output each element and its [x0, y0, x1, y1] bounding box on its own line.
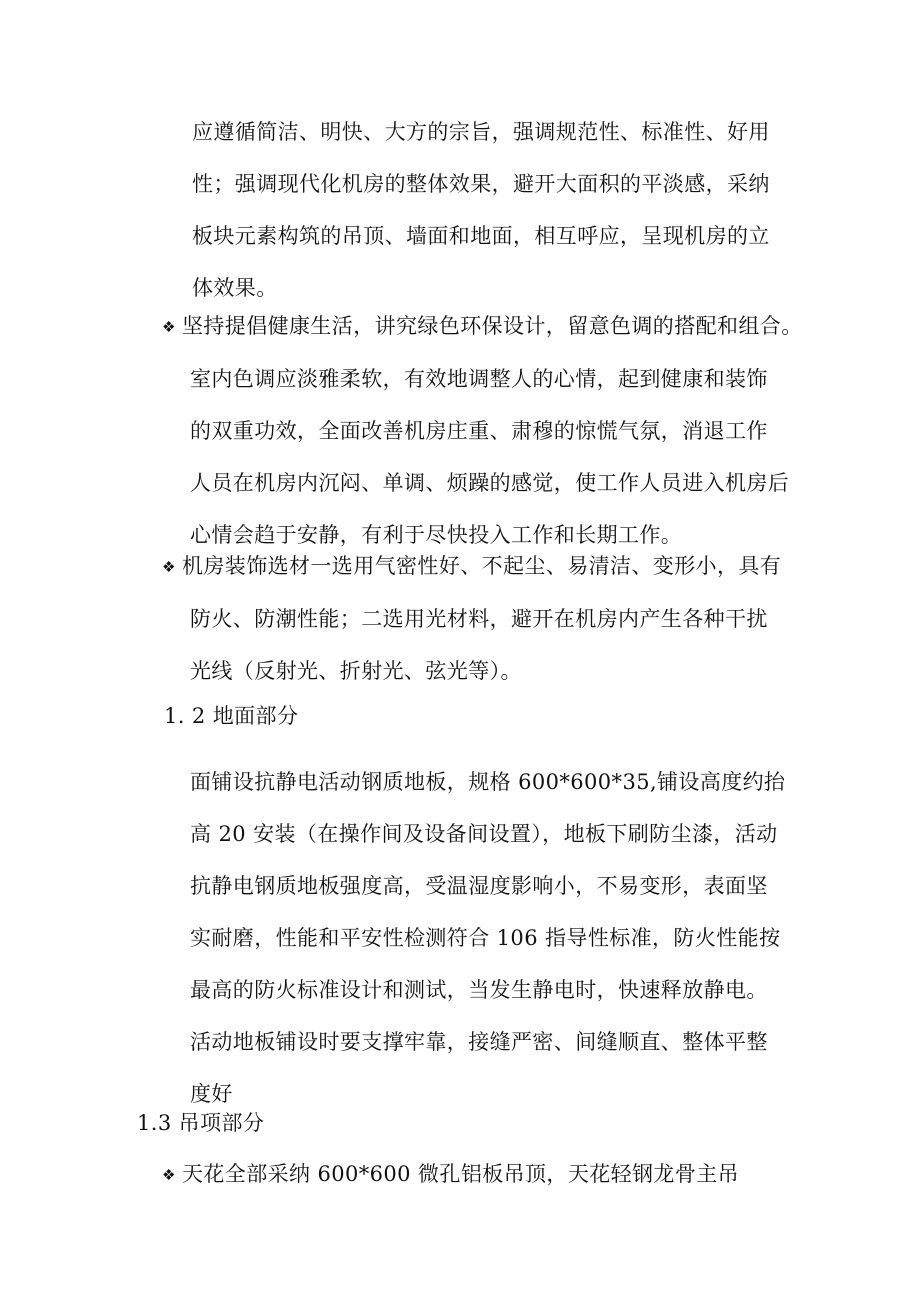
text-line: 抗静电钢质地板强度高，受温湿度影响小，不易变形，表面坚: [190, 874, 768, 898]
text-line: 最高的防火标准设计和测试，当发生静电时，快速释放静电。: [190, 978, 768, 1002]
text-line: 应遵循简洁、明快、大方的宗旨，强调规范性、标准性、好用: [192, 120, 770, 144]
text-line: 人员在机房内沉闷、单调、烦躁的感觉，使工作人员进入机房后: [190, 471, 790, 495]
text-line: 机房装饰选材一选用气密性好、不起尘、易清洁、变形小，具有: [182, 554, 782, 578]
paragraph-design-principles: [192, 106, 792, 314]
section-heading-ceiling: 1.3 吊项部分: [137, 1111, 265, 1135]
text-line: 度好: [190, 1082, 233, 1106]
bullet-item-healthy-living: [162, 300, 803, 561]
text-line: 板块元素构筑的吊顶、墙面和地面，相互呼应，呈现机房的立: [192, 224, 770, 248]
text-line: 室内色调应淡雅柔软，有效地调整人的心情，起到健康和装饰: [190, 367, 768, 391]
paragraph-floor-details: [190, 756, 800, 1120]
text-line: 心情会趋于安静，有利于尽快投入工作和长期工作。: [190, 523, 683, 547]
text-line: 天花全部采纳 600*600 微孔铝板吊顶，天花轻钢龙骨主吊: [182, 1162, 740, 1186]
diamond-bullet-icon: ❖: [162, 318, 176, 336]
text-line: 实耐磨，性能和平安性检测符合 106 指导性标准，防火性能按: [190, 926, 781, 950]
text-line: 面铺设抗静电活动钢质地板，规格 600*600*35,铺设高度约抬: [190, 770, 786, 794]
text-line: 高 20 安装（在操作间及设备间设置），地板下刷防尘漆，活动: [190, 822, 778, 846]
diamond-bullet-icon: ❖: [162, 558, 176, 576]
text-line: 的双重功效，全面改善机房庄重、肃穆的惊慌气氛，消退工作: [190, 419, 768, 443]
diamond-bullet-icon: ❖: [162, 1166, 176, 1184]
text-line: 体效果。: [192, 276, 278, 300]
text-line: 坚持提倡健康生活，讲究绿色环保设计，留意色调的搭配和组合。: [182, 314, 803, 338]
text-line: 防火、防潮性能；二选用光材料，避开在机房内产生各种干扰: [190, 607, 768, 631]
bullet-item-material-selection: [164, 540, 794, 697]
text-line: 性；强调现代化机房的整体效果，避开大面积的平淡感，采纳: [192, 172, 770, 196]
text-line: 活动地板铺设时要支撑牢靠，接缝严密、间缝顺直、整体平整: [190, 1030, 768, 1054]
bullet-item-ceiling: [164, 1148, 794, 1201]
text-line: 光线（反射光、折射光、弦光等）。: [190, 659, 522, 683]
section-heading-floor: 1. 2 地面部分: [164, 704, 299, 728]
